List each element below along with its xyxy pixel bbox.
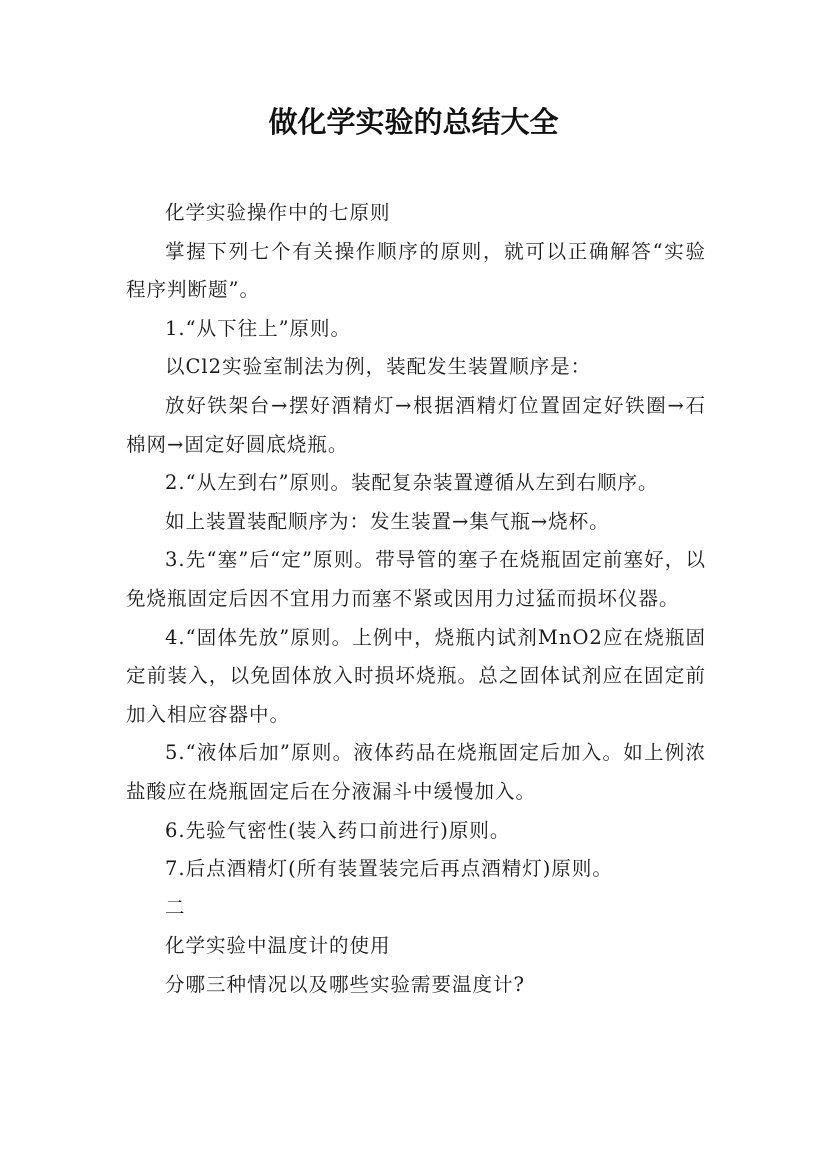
paragraph-12: 7.后点酒精灯(所有装置装完后再点酒精灯)原则。 <box>165 857 613 881</box>
paragraph-5: 放好铁架台→摆好酒精灯→根据酒精灯位置固定好铁圈→石棉网→固定好圆底烧瓶。 <box>126 393 706 456</box>
paragraph-10: 5.“液体后加”原则。液体药品在烧瓶固定后加入。如上例浓盐酸应在烧瓶固定后在分液漏斗中缓慢加入。 <box>126 741 706 803</box>
paragraph-8: 3.先“塞”后“定”原则。带导管的塞子在烧瓶固定前塞好，以免烧瓶固定后因不宜用力而塞不紧或因用力过猛而损坏仪器。 <box>126 548 706 610</box>
paragraph-4: 以Cl2实验室制法为例，装配发生装置顺序是： <box>165 355 592 379</box>
paragraph-6: 2.“从左到右”原则。装配复杂装置遵循从左到右顺序。 <box>165 471 659 495</box>
paragraph-7: 如上装置装配顺序为：发生装置→集气瓶→烧杯。 <box>165 509 610 533</box>
paragraph-15: 分哪三种情况以及哪些实验需要温度计? <box>165 972 525 996</box>
paragraph-11: 6.先验气密性(装入药口前进行)原则。 <box>165 818 511 842</box>
paragraph-3: 1.“从下往上”原则。 <box>165 316 352 340</box>
paragraph-1: 化学实验操作中的七原则 <box>165 201 391 224</box>
document-body <box>126 194 706 1004</box>
paragraph-9: 4.“固体先放”原则。上例中，烧瓶内试剂MnO2应在烧瓶固定前装入，以免固体放入时损坏烧瓶。总之固体试剂应在固定前加入相应容器中。 <box>126 625 706 726</box>
paragraph-13: 二 <box>165 895 186 919</box>
paragraph-14: 化学实验中温度计的使用 <box>165 934 391 958</box>
paragraph-2: 掌握下列七个有关操作顺序的原则，就可以正确解答“实验程序判断题”。 <box>126 239 706 302</box>
document-title: 做化学实验的总结大全 <box>268 105 559 139</box>
